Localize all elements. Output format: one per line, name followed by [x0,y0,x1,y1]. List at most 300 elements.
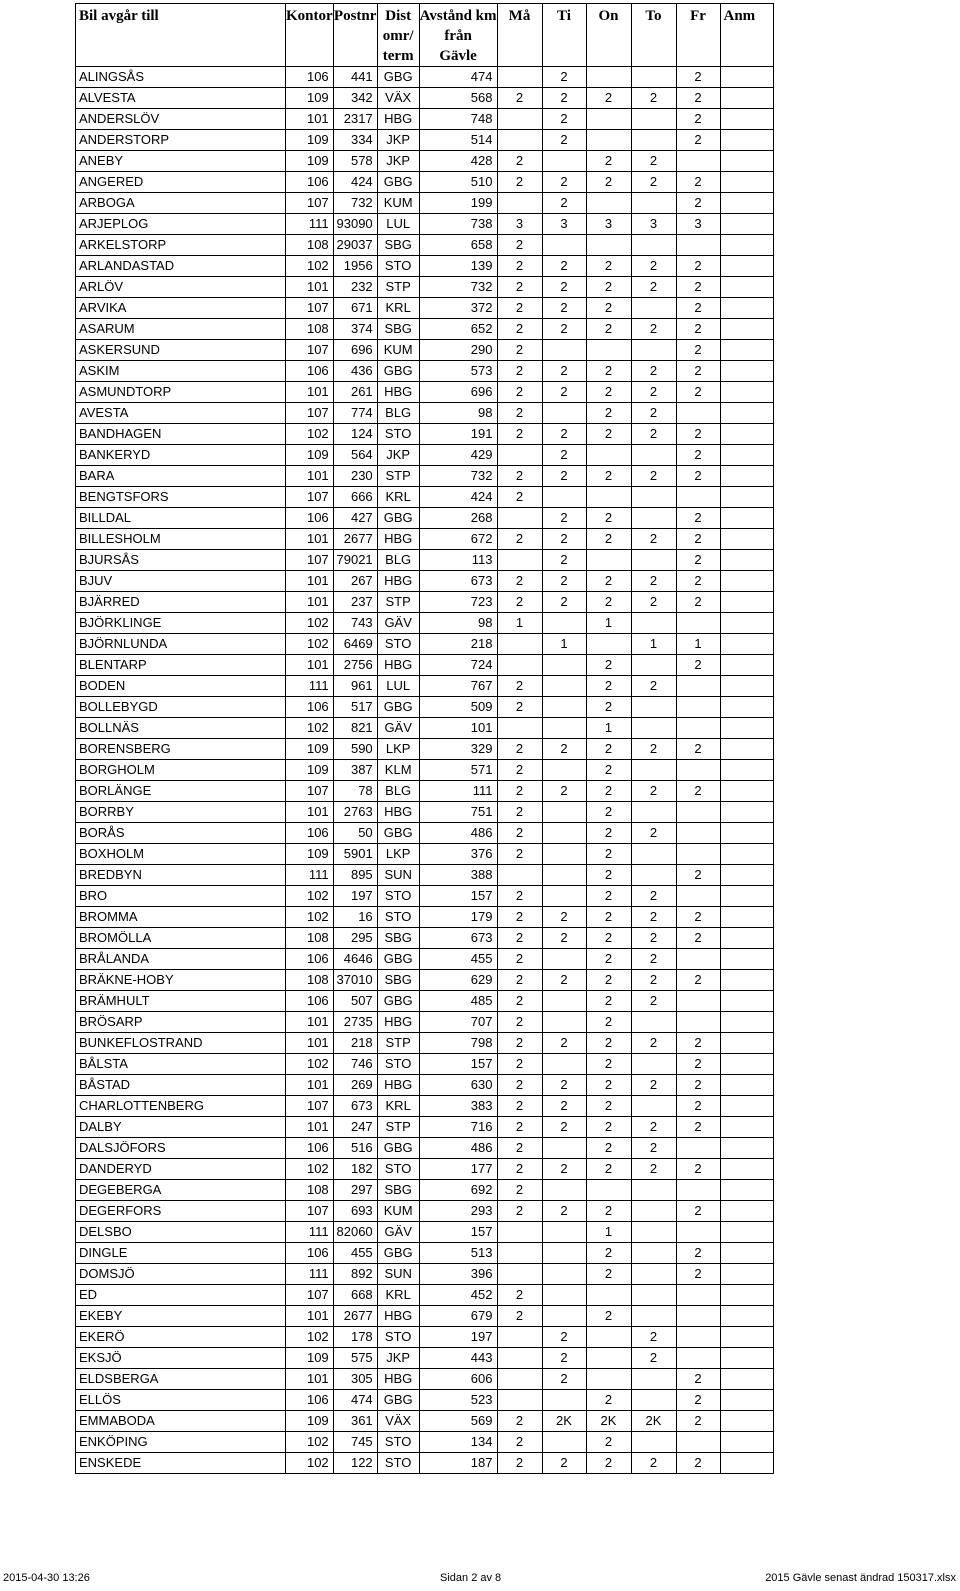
cell-thu [631,340,676,361]
table-row [76,466,774,487]
cell-thu [631,508,676,529]
cell-thu: 2 [631,424,676,445]
table-row [76,1054,774,1075]
cell-distance: 376 [419,844,497,865]
table-row [76,1201,774,1222]
table-row [76,88,774,109]
cell-fri: 2 [676,1369,720,1390]
cell-wed: 1 [586,613,631,634]
cell-wed: 2 [586,1054,631,1075]
cell-distance: 443 [419,1348,497,1369]
header-dist-line2: omr/ [382,28,414,44]
cell-tue: 2 [542,1369,586,1390]
cell-dist-area: KUM [377,1201,419,1222]
cell-postcode: 696 [333,340,377,361]
cell-wed: 2 [586,676,631,697]
cell-office: 109 [286,760,334,781]
cell-distance: 509 [419,697,497,718]
table-row [76,697,774,718]
table-row [76,403,774,424]
cell-postcode: 441 [333,67,377,88]
cell-destination: ELLÖS [76,1390,286,1411]
cell-office: 101 [286,592,334,613]
cell-fri [676,487,720,508]
cell-dist-area: LUL [377,214,419,235]
cell-fri: 2 [676,67,720,88]
header-distance-line3: Gävle [439,48,477,64]
cell-office: 109 [286,739,334,760]
cell-tue: 2 [542,529,586,550]
cell-distance: 751 [419,802,497,823]
cell-office: 106 [286,67,334,88]
table-row [76,571,774,592]
cell-office: 109 [286,844,334,865]
table-row [76,1159,774,1180]
cell-tue [542,487,586,508]
cell-postcode: 361 [333,1411,377,1432]
cell-destination: ALVESTA [76,88,286,109]
cell-mon: 2 [497,781,542,802]
cell-thu [631,1390,676,1411]
header-mon: Må [497,4,542,67]
cell-postcode: 578 [333,151,377,172]
cell-fri: 2 [676,1411,720,1432]
cell-destination: EKSJÖ [76,1348,286,1369]
cell-distance: 429 [419,445,497,466]
cell-thu [631,802,676,823]
cell-destination: DEGEBERGA [76,1180,286,1201]
cell-fri: 2 [676,88,720,109]
cell-tue: 2 [542,781,586,802]
cell-note [720,1117,773,1138]
cell-distance: 452 [419,1285,497,1306]
cell-office: 106 [286,991,334,1012]
cell-distance: 707 [419,1012,497,1033]
cell-dist-area: STP [377,1033,419,1054]
cell-note [720,949,773,970]
cell-dist-area: KUM [377,193,419,214]
cell-office: 101 [286,382,334,403]
table-row [76,1411,774,1432]
cell-postcode: 50 [333,823,377,844]
cell-mon [497,865,542,886]
cell-thu: 2 [631,907,676,928]
cell-fri [676,1285,720,1306]
cell-note [720,676,773,697]
cell-postcode: 516 [333,1138,377,1159]
cell-distance: 157 [419,1054,497,1075]
cell-postcode: 4646 [333,949,377,970]
cell-thu: 2 [631,277,676,298]
cell-destination: ANGERED [76,172,286,193]
cell-distance: 513 [419,1243,497,1264]
cell-note [720,781,773,802]
cell-distance: 679 [419,1306,497,1327]
cell-thu: 3 [631,214,676,235]
cell-dist-area: KRL [377,1285,419,1306]
cell-distance: 798 [419,1033,497,1054]
cell-destination: ASKIM [76,361,286,382]
cell-fri [676,760,720,781]
table-row [76,172,774,193]
cell-destination: DOMSJÖ [76,1264,286,1285]
cell-postcode: 197 [333,886,377,907]
cell-mon: 2 [497,1411,542,1432]
table-row [76,298,774,319]
cell-dist-area: STP [377,277,419,298]
cell-mon: 2 [497,1117,542,1138]
cell-distance: 573 [419,361,497,382]
cell-thu: 2 [631,592,676,613]
cell-destination: BJÄRRED [76,592,286,613]
cell-distance: 523 [419,1390,497,1411]
cell-distance: 723 [419,592,497,613]
cell-destination: ARVIKA [76,298,286,319]
cell-distance: 485 [419,991,497,1012]
cell-destination: DANDERYD [76,1159,286,1180]
cell-tue [542,1180,586,1201]
cell-office: 107 [286,1096,334,1117]
cell-note [720,319,773,340]
cell-postcode: 1956 [333,256,377,277]
header-distance [419,4,497,67]
cell-office: 109 [286,445,334,466]
cell-destination: BARA [76,466,286,487]
cell-fri: 2 [676,1033,720,1054]
cell-office: 102 [286,907,334,928]
cell-wed: 2 [586,844,631,865]
cell-note [720,508,773,529]
cell-distance: 569 [419,1411,497,1432]
cell-thu [631,130,676,151]
cell-dist-area: JKP [377,151,419,172]
cell-fri: 2 [676,1096,720,1117]
cell-thu: 2 [631,571,676,592]
cell-thu [631,1012,676,1033]
cell-distance: 606 [419,1369,497,1390]
cell-mon: 2 [497,340,542,361]
cell-destination: BROMMA [76,907,286,928]
cell-distance: 177 [419,1159,497,1180]
cell-destination: ARLÖV [76,277,286,298]
cell-note [720,1264,773,1285]
cell-dist-area: BLG [377,550,419,571]
cell-wed: 2 [586,298,631,319]
cell-destination: BRÖSARP [76,1012,286,1033]
cell-thu [631,235,676,256]
cell-dist-area: SBG [377,928,419,949]
cell-office: 107 [286,1201,334,1222]
cell-wed: 2 [586,403,631,424]
cell-note [720,340,773,361]
cell-wed: 2 [586,1243,631,1264]
table-row [76,1012,774,1033]
schedule-table [75,3,774,1474]
cell-tue: 2 [542,382,586,403]
cell-dist-area: HBG [377,109,419,130]
cell-dist-area: HBG [377,382,419,403]
cell-dist-area: STO [377,256,419,277]
cell-fri [676,718,720,739]
cell-note [720,1222,773,1243]
cell-thu: 2 [631,676,676,697]
cell-mon: 2 [497,424,542,445]
cell-fri: 2 [676,319,720,340]
cell-mon [497,634,542,655]
cell-tue: 2 [542,1033,586,1054]
cell-tue [542,865,586,886]
cell-postcode: 774 [333,403,377,424]
cell-postcode: 93090 [333,214,377,235]
footer-page: Sidan 2 av 8 [440,1572,502,1584]
cell-destination: ANDERSLÖV [76,109,286,130]
cell-mon [497,508,542,529]
cell-fri: 2 [676,1201,720,1222]
cell-destination: ASMUNDTORP [76,382,286,403]
cell-tue [542,949,586,970]
cell-mon: 2 [497,907,542,928]
cell-tue [542,1432,586,1453]
cell-distance: 329 [419,739,497,760]
table-row [76,865,774,886]
cell-postcode: 79021 [333,550,377,571]
cell-wed: 2 [586,1117,631,1138]
cell-mon: 2 [497,1054,542,1075]
cell-mon: 2 [497,823,542,844]
cell-postcode: 267 [333,571,377,592]
cell-note [720,172,773,193]
cell-destination: ASKERSUND [76,340,286,361]
cell-wed: 2 [586,508,631,529]
cell-mon: 2 [497,739,542,760]
cell-wed: 2 [586,886,631,907]
cell-office: 106 [286,697,334,718]
table-row [76,1348,774,1369]
cell-wed: 2 [586,319,631,340]
cell-tue [542,655,586,676]
cell-mon: 2 [497,676,542,697]
header-distance-line1: Avstånd km [419,8,497,24]
cell-note [720,424,773,445]
cell-office: 111 [286,676,334,697]
cell-thu: 2 [631,928,676,949]
cell-tue [542,697,586,718]
cell-note [720,571,773,592]
cell-destination: BOXHOLM [76,844,286,865]
cell-tue: 2 [542,1327,586,1348]
cell-postcode: 124 [333,424,377,445]
cell-postcode: 746 [333,1054,377,1075]
cell-postcode: 895 [333,865,377,886]
cell-office: 108 [286,928,334,949]
table-row [76,361,774,382]
cell-office: 101 [286,1012,334,1033]
cell-tue: 2 [542,466,586,487]
cell-thu: 2 [631,256,676,277]
cell-destination: BROMÖLLA [76,928,286,949]
cell-distance: 268 [419,508,497,529]
cell-wed: 2 [586,1075,631,1096]
cell-distance: 199 [419,193,497,214]
cell-dist-area: HBG [377,1075,419,1096]
cell-dist-area: HBG [377,1369,419,1390]
cell-mon [497,1390,542,1411]
cell-destination: DALSJÖFORS [76,1138,286,1159]
cell-office: 109 [286,151,334,172]
cell-thu [631,67,676,88]
cell-dist-area: SUN [377,1264,419,1285]
cell-note [720,1180,773,1201]
cell-postcode: 507 [333,991,377,1012]
cell-wed [586,193,631,214]
cell-office: 101 [286,1369,334,1390]
cell-mon: 2 [497,529,542,550]
cell-distance: 191 [419,424,497,445]
cell-distance: 179 [419,907,497,928]
cell-dist-area: LUL [377,676,419,697]
cell-distance: 568 [419,88,497,109]
cell-tue: 2 [542,907,586,928]
cell-fri: 2 [676,298,720,319]
cell-destination: BORLÄNGE [76,781,286,802]
cell-mon: 2 [497,697,542,718]
cell-dist-area: SBG [377,235,419,256]
cell-thu: 2 [631,1159,676,1180]
cell-destination: ARLANDASTAD [76,256,286,277]
cell-thu [631,1432,676,1453]
cell-distance: 474 [419,67,497,88]
table-row [76,214,774,235]
header-dist-line3: term [382,48,414,64]
cell-note [720,1012,773,1033]
cell-thu: 2 [631,319,676,340]
cell-dist-area: STO [377,1453,419,1474]
cell-thu: 2 [631,1327,676,1348]
cell-tue: 2 [542,193,586,214]
cell-thu: 1 [631,634,676,655]
cell-tue [542,340,586,361]
cell-destination: ELDSBERGA [76,1369,286,1390]
cell-tue [542,1306,586,1327]
cell-note [720,529,773,550]
cell-destination: BÅLSTA [76,1054,286,1075]
cell-thu: 2 [631,823,676,844]
cell-thu: 2 [631,1075,676,1096]
cell-postcode: 424 [333,172,377,193]
cell-postcode: 295 [333,928,377,949]
cell-wed [586,1180,631,1201]
cell-destination: ENKÖPING [76,1432,286,1453]
cell-dist-area: JKP [377,1348,419,1369]
cell-mon [497,1243,542,1264]
cell-destination: BRÄMHULT [76,991,286,1012]
cell-dist-area: STO [377,1432,419,1453]
table-row [76,802,774,823]
cell-distance: 724 [419,655,497,676]
table-row [76,424,774,445]
cell-mon: 2 [497,298,542,319]
cell-destination: EKERÖ [76,1327,286,1348]
cell-dist-area: KRL [377,487,419,508]
cell-destination: DELSBO [76,1222,286,1243]
cell-tue: 2 [542,298,586,319]
cell-mon: 3 [497,214,542,235]
header-thu: To [631,4,676,67]
cell-tue: 2 [542,1348,586,1369]
table-row [76,445,774,466]
cell-note [720,361,773,382]
cell-postcode: 261 [333,382,377,403]
cell-wed: 2 [586,1096,631,1117]
cell-wed: 2 [586,760,631,781]
cell-office: 102 [286,634,334,655]
cell-mon [497,1264,542,1285]
cell-tue: 2 [542,970,586,991]
cell-fri: 2 [676,424,720,445]
table-row [76,1033,774,1054]
cell-distance: 113 [419,550,497,571]
cell-distance: 455 [419,949,497,970]
cell-mon: 2 [497,382,542,403]
cell-thu [631,865,676,886]
cell-distance: 218 [419,634,497,655]
cell-destination: CHARLOTTENBERG [76,1096,286,1117]
cell-thu [631,445,676,466]
table-row [76,193,774,214]
cell-note [720,88,773,109]
cell-tue: 2 [542,88,586,109]
cell-wed: 1 [586,718,631,739]
table-row [76,256,774,277]
cell-distance: 732 [419,466,497,487]
cell-postcode: 82060 [333,1222,377,1243]
cell-note [720,613,773,634]
cell-postcode: 474 [333,1390,377,1411]
cell-fri [676,1348,720,1369]
table-row [76,592,774,613]
cell-tue [542,1138,586,1159]
cell-tue: 2 [542,172,586,193]
cell-postcode: 427 [333,508,377,529]
cell-note [720,697,773,718]
cell-fri: 2 [676,1264,720,1285]
cell-destination: ASARUM [76,319,286,340]
cell-office: 102 [286,1432,334,1453]
cell-destination: BJÖRNLUNDA [76,634,286,655]
cell-tue [542,1390,586,1411]
table-row [76,781,774,802]
cell-note [720,1348,773,1369]
cell-thu: 2 [631,991,676,1012]
cell-fri: 2 [676,1159,720,1180]
cell-dist-area: JKP [377,445,419,466]
cell-destination: EMMABODA [76,1411,286,1432]
cell-tue: 2 [542,424,586,445]
cell-destination: BOLLNÄS [76,718,286,739]
cell-thu: 2K [631,1411,676,1432]
cell-distance: 424 [419,487,497,508]
cell-note [720,1243,773,1264]
cell-fri: 1 [676,634,720,655]
table-row [76,319,774,340]
cell-tue [542,1054,586,1075]
cell-fri: 2 [676,256,720,277]
cell-mon: 2 [497,1033,542,1054]
cell-fri: 2 [676,1117,720,1138]
cell-distance: 388 [419,865,497,886]
table-row [76,1180,774,1201]
cell-note [720,592,773,613]
